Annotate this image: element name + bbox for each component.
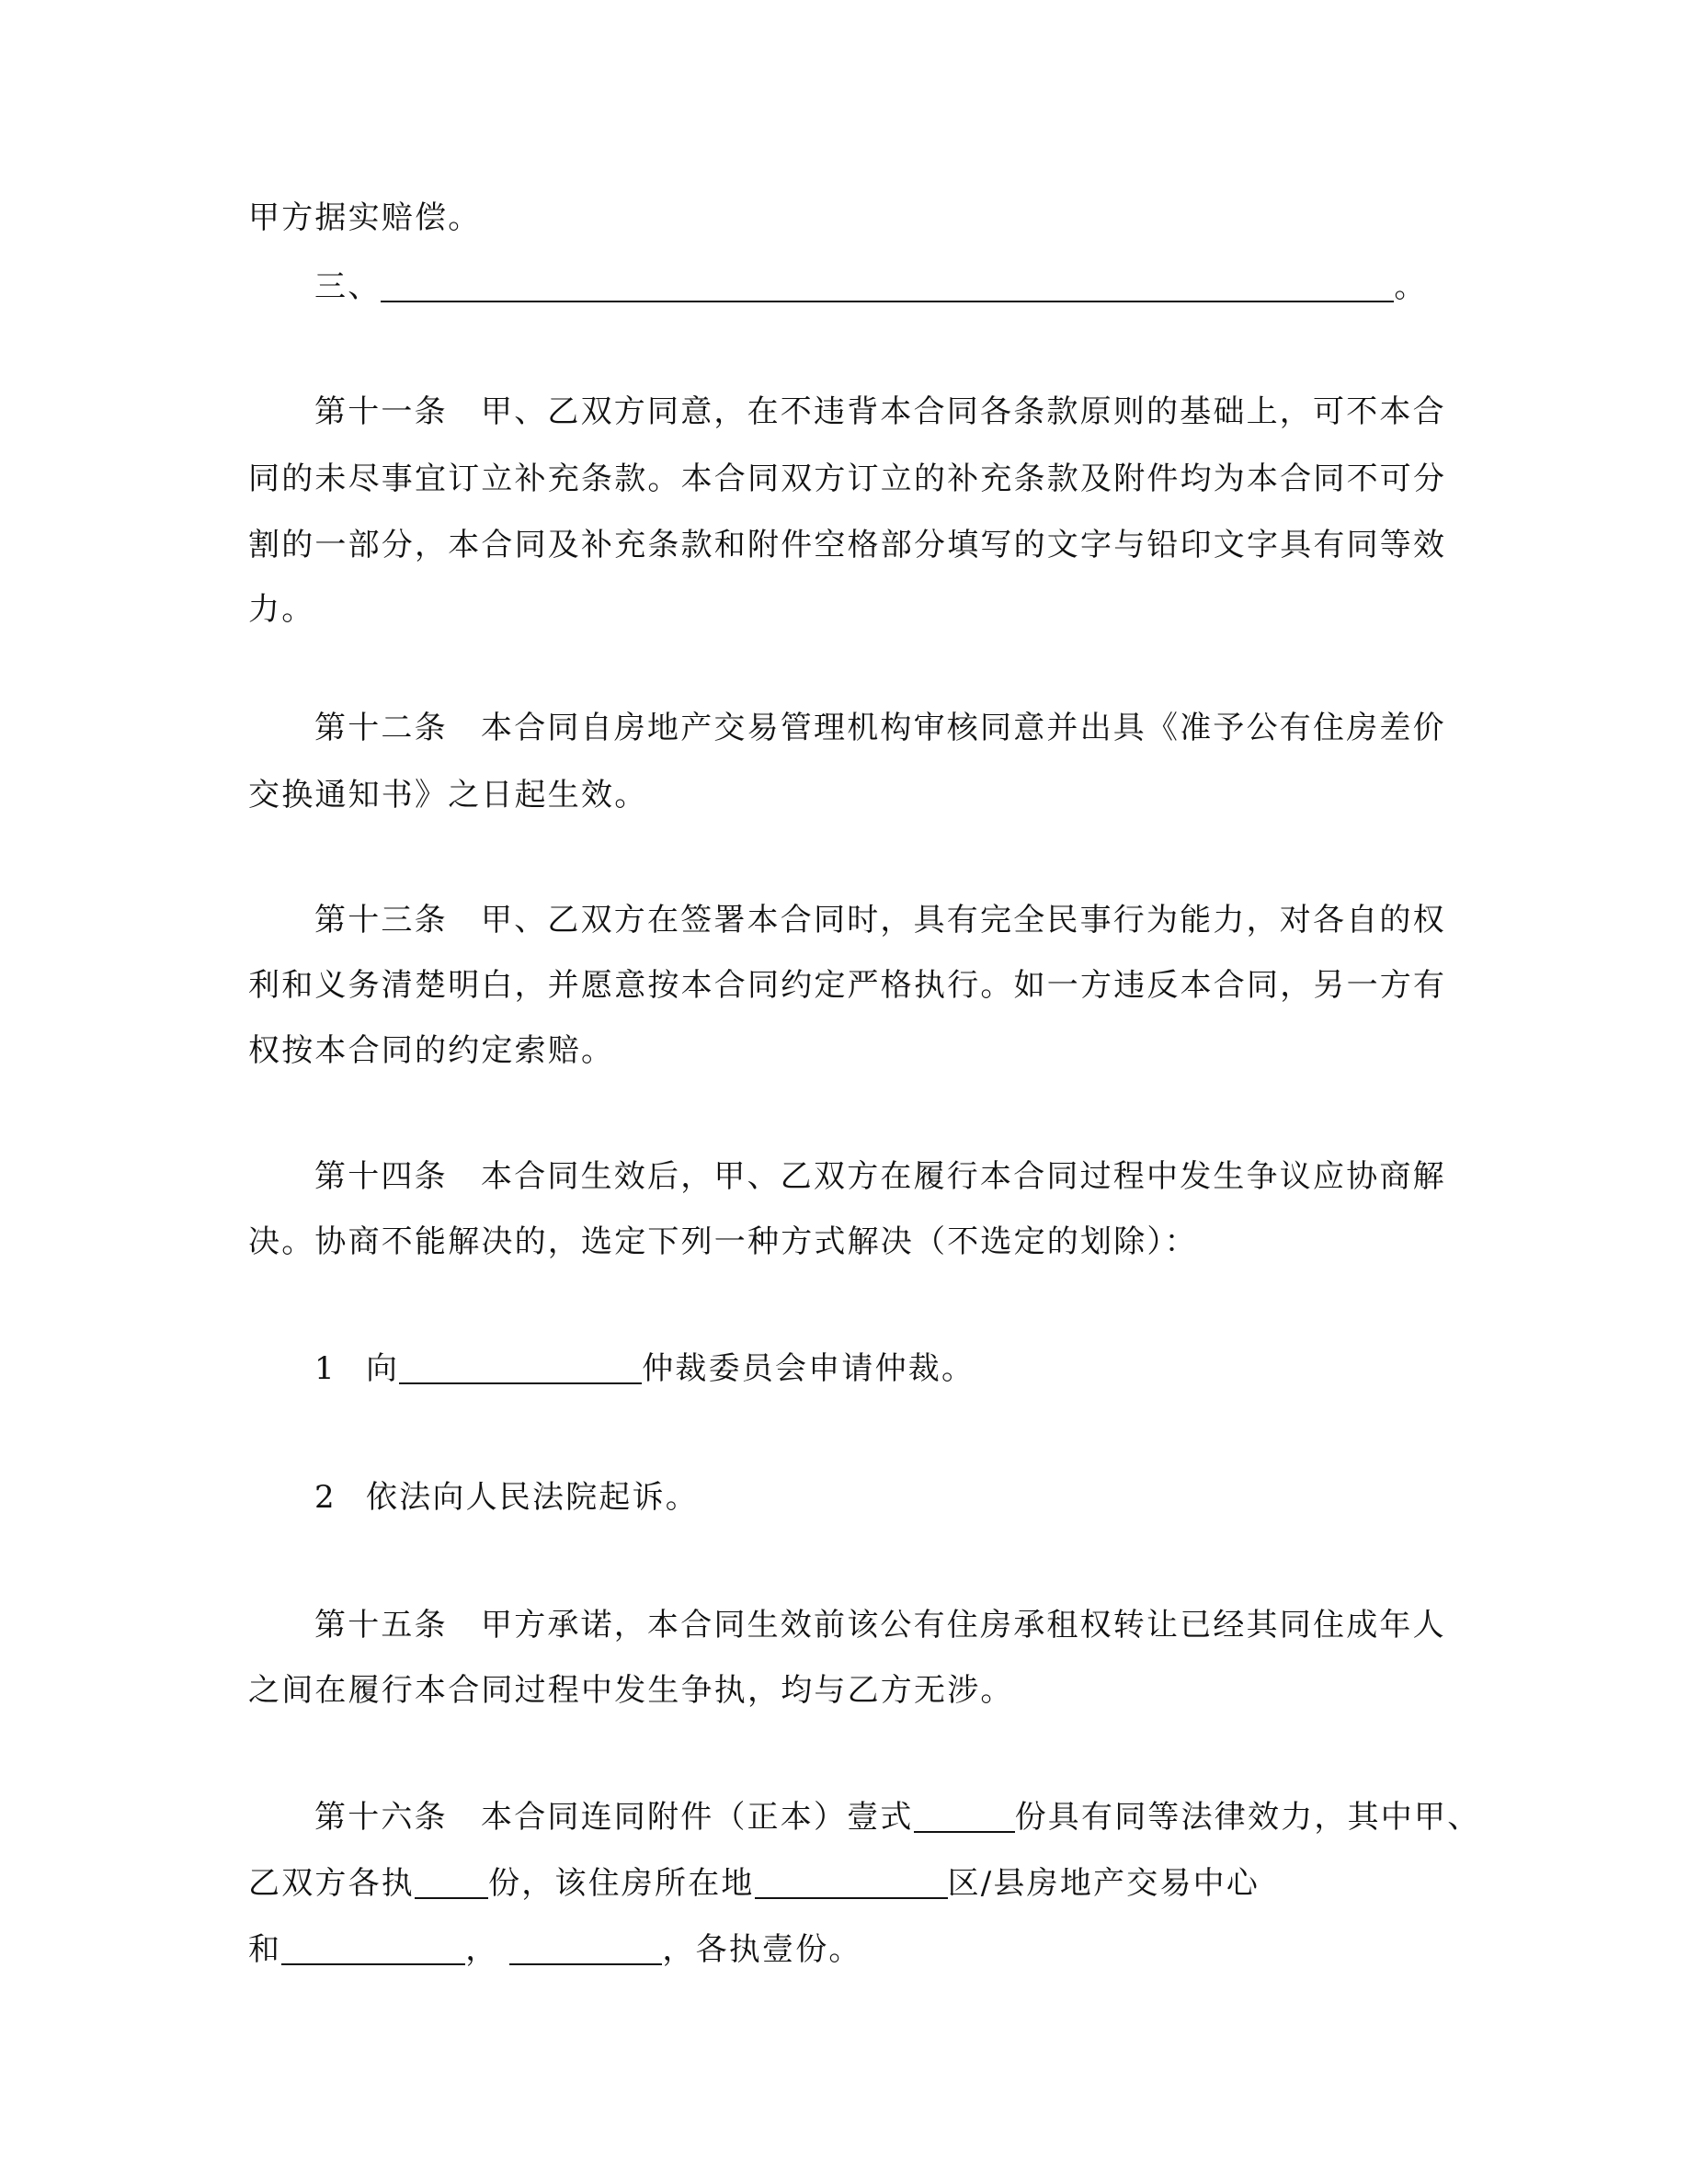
article-12-line-2: 交换通知书》之日起生效。 — [248, 777, 648, 813]
article-16-text-f: 和 — [248, 1931, 282, 1968]
option-2-line — [314, 1474, 1443, 1520]
article-11-line-1: 第十一条 甲、乙双方同意，在不违背本合同各条款原则的基础上，可不本合 — [314, 393, 1446, 430]
article-16-text-h: ，各执壹份。 — [662, 1931, 862, 1968]
option-1-prefix: 向 — [366, 1350, 400, 1387]
option-2-number: 2 — [314, 1479, 336, 1516]
district-blank[interactable] — [755, 1864, 948, 1899]
article-15-line-2: 之间在履行本合同过程中发生争执，均与乙方无涉。 — [248, 1672, 1014, 1709]
clause-three-blank[interactable] — [381, 267, 1394, 302]
article-16-text-a: 第十六条 本合同连同附件（正本）壹式 — [314, 1799, 914, 1836]
copies-count-blank[interactable] — [914, 1798, 1015, 1833]
article-11-line-4: 力。 — [248, 591, 315, 628]
article-14-line-1: 第十四条 本合同生效后，甲、乙双方在履行本合同过程中发生争议应协商解 — [314, 1158, 1446, 1195]
article-16-line-1 — [314, 1794, 1481, 1840]
article-14-line-2: 决。协商不能解决的，选定下列一种方式解决（不选定的划除）： — [248, 1223, 1198, 1260]
clause-three-label: 三、 — [314, 268, 382, 305]
article-16-text-g: ， — [465, 1931, 499, 1968]
each-party-copies-blank[interactable] — [415, 1864, 488, 1899]
arbitration-committee-blank[interactable] — [399, 1349, 642, 1384]
option-1-number: 1 — [314, 1350, 336, 1387]
article-12-line-1: 第十二条 本合同自房地产交易管理机构审核同意并出具《准予公有住房差价 — [314, 710, 1446, 746]
continuation-line: 甲方据实赔偿。 — [248, 199, 482, 236]
party-two-blank[interactable] — [509, 1930, 662, 1965]
article-16-text-d: 份，该住房所在地 — [488, 1865, 755, 1902]
article-16-line-3 — [248, 1927, 1443, 1973]
article-16-line-2 — [248, 1860, 1443, 1906]
article-16-text-b: 份具有同等法律效力，其中甲、 — [1014, 1799, 1481, 1836]
party-one-blank[interactable] — [281, 1930, 465, 1965]
article-13-line-1: 第十三条 甲、乙双方在签署本合同时，具有完全民事行为能力，对各自的权 — [314, 902, 1446, 938]
clause-three-end: 。 — [1394, 268, 1428, 305]
article-16-text-e: 区/县房地产交易中心 — [947, 1865, 1260, 1902]
option-2-text: 依法向人民法院起诉。 — [366, 1479, 699, 1516]
article-13-line-3: 权按本合同的约定索赔。 — [248, 1032, 615, 1069]
article-15-line-1: 第十五条 甲方承诺，本合同生效前该公有住房承租权转让已经其同住成年人 — [314, 1607, 1446, 1644]
article-11-line-3: 割的一部分，本合同及补充条款和附件空格部分填写的文字与铅印文字具有同等效 — [248, 527, 1447, 563]
article-11-line-2: 同的未尽事宜订立补充条款。本合同双方订立的补充条款及附件均为本合同不可分 — [248, 461, 1447, 497]
clause-three-line — [314, 264, 1443, 310]
option-1-suffix: 仲裁委员会申请仲裁。 — [642, 1350, 975, 1387]
article-16-text-c: 乙双方各执 — [248, 1865, 415, 1902]
option-1-line — [314, 1346, 1443, 1392]
article-13-line-2: 利和义务清楚明白，并愿意按本合同约定严格执行。如一方违反本合同，另一方有 — [248, 967, 1447, 1004]
